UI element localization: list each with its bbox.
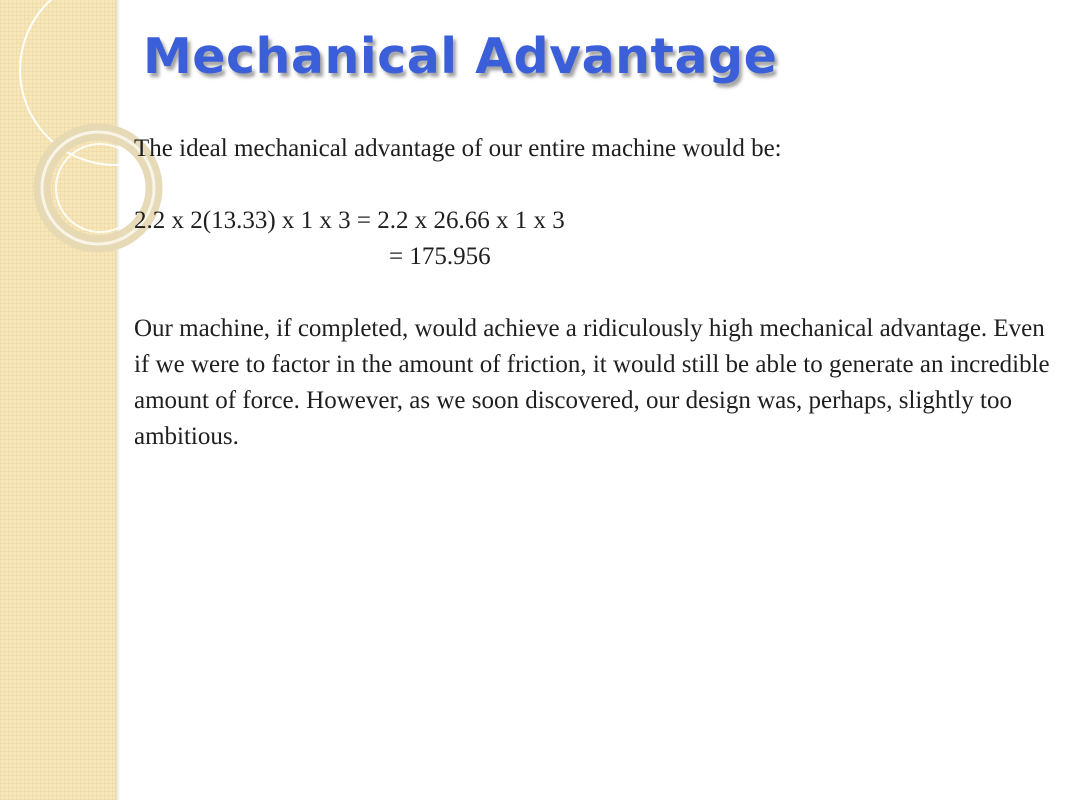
equation-line: 2.2 x 2(13.33) x 1 x 3 = 2.2 x 26.66 x 1 x 3 [134, 207, 565, 234]
slide-body [134, 131, 1054, 455]
slide-title: Mechanical Advantage [143, 28, 778, 85]
spacer [134, 167, 1054, 203]
equation-result: = 175.956 [389, 243, 491, 270]
conclusion-paragraph: Our machine, if completed, would achieve a ridiculously high mechanical advantage. Even if we were to factor in the amount of friction, it would still be able to generate an incredible amount of force. However, as we soon discovered, our design was, perhaps, slightly too ambitious. [134, 315, 1050, 450]
spacer [134, 275, 1054, 311]
inner-ring [56, 144, 144, 232]
intro-text: The ideal mechanical advantage of our entire machine would be: [134, 135, 782, 162]
